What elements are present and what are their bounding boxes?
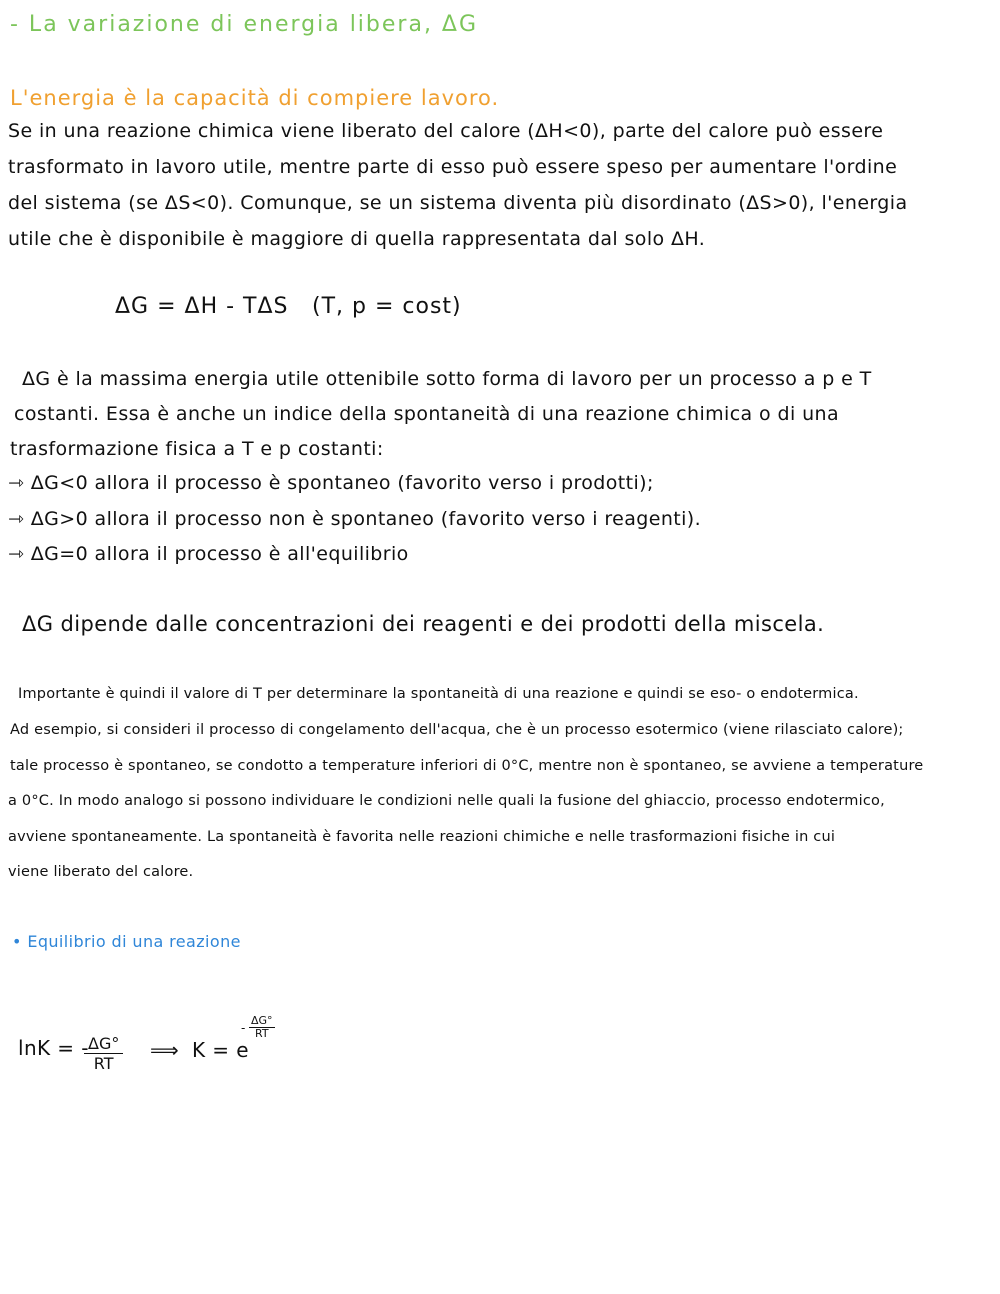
energy-definition: L'energia è la capacità di compiere lavoro. — [10, 86, 500, 110]
implies-arrow: ⟹ — [150, 1038, 180, 1062]
gibbs-equation: ΔG = ΔH - TΔS — [115, 294, 289, 319]
heading: - La variazione di energia libera, ΔG — [10, 12, 479, 37]
exponent-sign: - — [241, 1021, 246, 1035]
paragraph3-line: tale processo è spontaneo, se condotto a temperature inferiori di 0°C, mentre non è spontaneo, se avviene a temperature — [10, 758, 924, 774]
delta-g-over-rt-fraction — [84, 1034, 123, 1073]
gibbs-condition: (T, p = cost) — [312, 294, 462, 319]
case-negative: ⇾ ΔG<0 allora il processo è spontaneo (favorito verso i prodotti); — [8, 472, 654, 494]
paragraph1-line: del sistema (se ΔS<0). Comunque, se un sistema diventa più disordinato (ΔS>0), l'energia — [8, 192, 908, 214]
paragraph3-line: a 0°C. In modo analogo si possono individuare le condizioni nelle quali la fusione del ghiaccio, processo endotermico, — [8, 793, 885, 809]
paragraph2-line: ΔG è la massima energia utile ottenibile sotto forma di lavoro per un processo a p e T — [22, 368, 872, 390]
paragraph3-line: Importante è quindi il valore di T per determinare la spontaneità di una reazione e quindi se eso- o endotermica. — [18, 686, 859, 702]
paragraph2-line: trasformazione fisica a T e p costanti: — [10, 438, 384, 460]
paragraph3-line: avviene spontaneamente. La spontaneità è favorita nelle reazioni chimiche e nelle trasformazioni fisiche in cui — [8, 829, 836, 845]
paragraph1-line: utile che è disponibile è maggiore di quella rappresentata dal solo ΔH. — [8, 228, 706, 250]
paragraph1-line: trasformato in lavoro utile, mentre parte di esso può essere speso per aumentare l'ordine — [8, 156, 898, 178]
fraction-numerator: ΔG° — [84, 1034, 123, 1054]
k-equals-e: K = e — [192, 1038, 249, 1062]
case-zero: ⇾ ΔG=0 allora il processo è all'equilibrio — [8, 543, 409, 565]
fraction-denominator: RT — [93, 1054, 114, 1073]
exponent-fraction — [249, 1015, 275, 1040]
exponent-denominator: RT — [255, 1027, 269, 1040]
exponent-numerator: ΔG° — [251, 1014, 273, 1027]
dependence-statement: ΔG dipende dalle concentrazioni dei reagenti e dei prodotti della miscela. — [22, 612, 825, 636]
case-positive: ⇾ ΔG>0 allora il processo non è spontaneo (favorito verso i reagenti). — [8, 508, 702, 530]
lnk-lhs: lnK = - — [18, 1036, 89, 1060]
paragraph3-line: viene liberato del calore. — [8, 864, 194, 880]
paragraph1-line: Se in una reazione chimica viene liberato del calore (ΔH<0), parte del calore può essere — [8, 120, 884, 142]
paragraph3-line: Ad esempio, si consideri il processo di congelamento dell'acqua, che è un processo esotermico (viene rilasciato calore); — [10, 722, 904, 738]
paragraph2-line: costanti. Essa è anche un indice della spontaneità di una reazione chimica o di una — [14, 403, 840, 425]
section-title-equilibrium: • Equilibrio di una reazione — [12, 932, 241, 951]
